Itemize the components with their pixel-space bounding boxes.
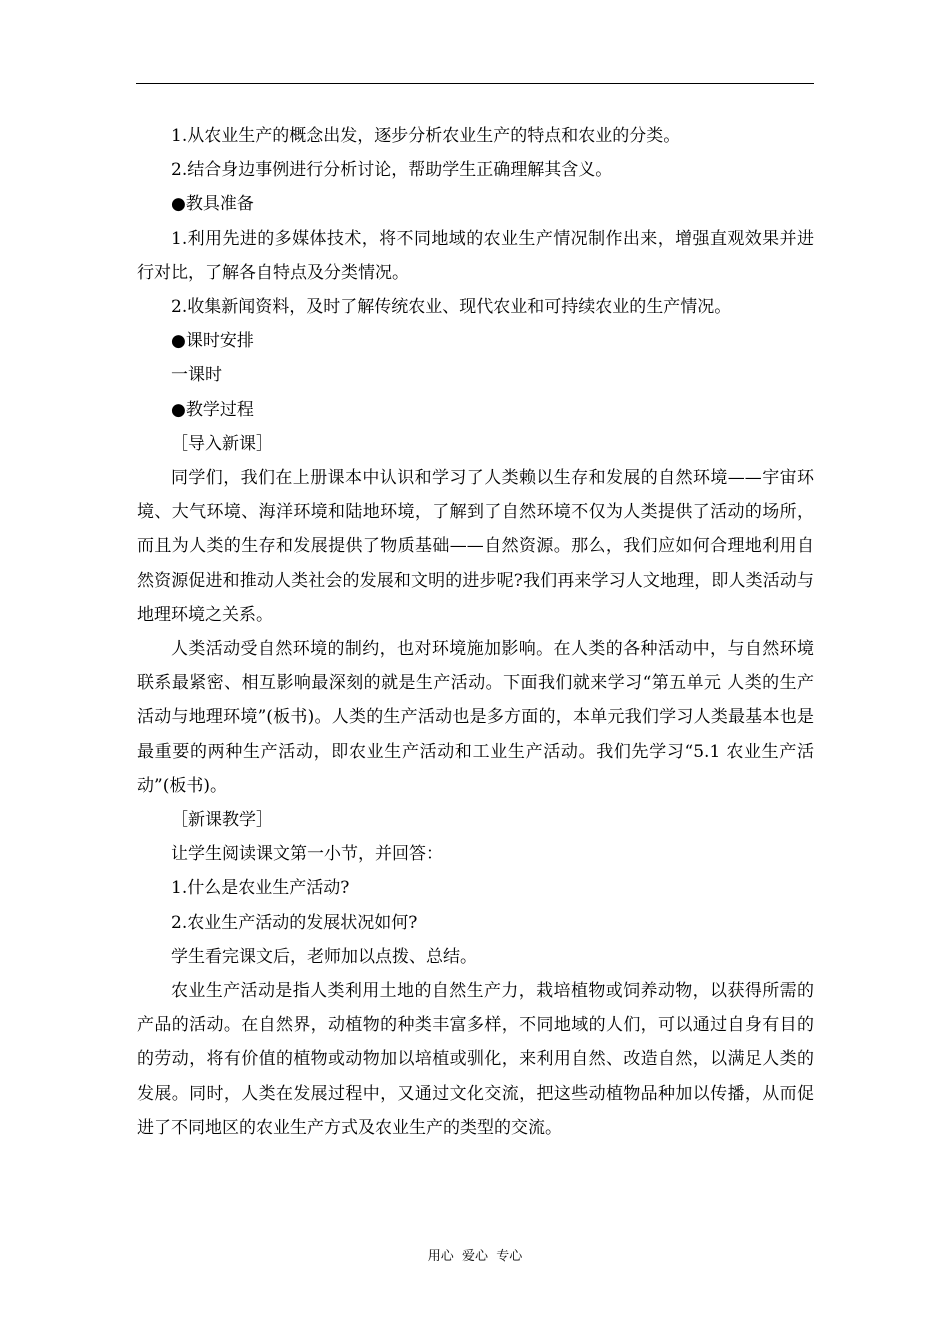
teaching-aids-item-1: 1.利用先进的多媒体技术，将不同地域的农业生产情况制作出来，增强直观效果并进行对比，了解各自特点及分类情况。 (137, 228, 814, 283)
section-heading-schedule: ●课时安排 (171, 331, 254, 352)
section-heading-teaching-aids: ●教具准备 (171, 194, 254, 215)
reading-instruction: 让学生阅读课文第一小节，并回答： (171, 844, 443, 865)
question-1: 1.什么是农业生产活动? (171, 878, 350, 899)
question-2: 2.农业生产活动的发展状况如何? (171, 912, 418, 933)
introduction-paragraph-1: 同学们，我们在上册课本中认识和学习了人类赖以生存和发展的自然环境——宇宙环境、大气环境、海洋环境和陆地环境，了解到了自然环境不仅为人类提供了活动的场所，而且为人类的生存和发展提供了物质基础——自然资源。那么，我们应如何合理地利用自然资源促进和推动人类社会的发展和文明的进步呢?我们再来学习人文地理，即人类活动与地理环境之关系。 (137, 468, 814, 625)
definition-paragraph: 农业生产活动是指人类利用土地的自然生产力，栽培植物或饲养动物，以获得所需的产品的活动。在自然界，动植物的种类丰富多样，不同地域的人们，可以通过自身有目的的劳动，将有价值的植物或动物加以培植或驯化，来利用自然、改造自然，以满足人类的发展。同时，人类在发展过程中，又通过文化交流，把这些动植物品种加以传播，从而促进了不同地区的农业生产方式及农业生产的类型的交流。 (137, 981, 814, 1138)
introduction-paragraph-2: 人类活动受自然环境的制约，也对环境施加影响。在人类的各种活动中，与自然环境联系最紧密、相互影响最深刻的就是生产活动。下面我们就来学习“第五单元 人类的生产活动与地理环境”(板书)。人类的生产活动也是多方面的，本单元我们学习人类最基本也是最重要的两种生产活动，即农业生产活动和工业生产活动。我们先学习“5.1 农业生产活动”(板书)。 (137, 639, 814, 796)
subheading-introduction: ［导入新课］ (171, 433, 273, 454)
page-footer: 用心 爱心 专心 (427, 1249, 523, 1264)
subheading-new-lesson: ［新课教学］ (171, 810, 273, 831)
teacher-summary-note: 学生看完课文后，老师加以点拨、总结。 (171, 946, 477, 967)
teaching-aids-item-2: 2.收集新闻资料，及时了解传统农业、现代农业和可持续农业的生产情况。 (171, 297, 732, 318)
header-rule (136, 83, 814, 84)
section-heading-process: ●教学过程 (171, 399, 254, 420)
objective-item-2: 2.结合身边事例进行分析讨论，帮助学生正确理解其含义。 (171, 160, 613, 181)
schedule-text: 一课时 (171, 365, 222, 386)
document-body (137, 119, 814, 1145)
objective-item-1: 1.从农业生产的概念出发，逐步分析农业生产的特点和农业的分类。 (171, 126, 681, 146)
